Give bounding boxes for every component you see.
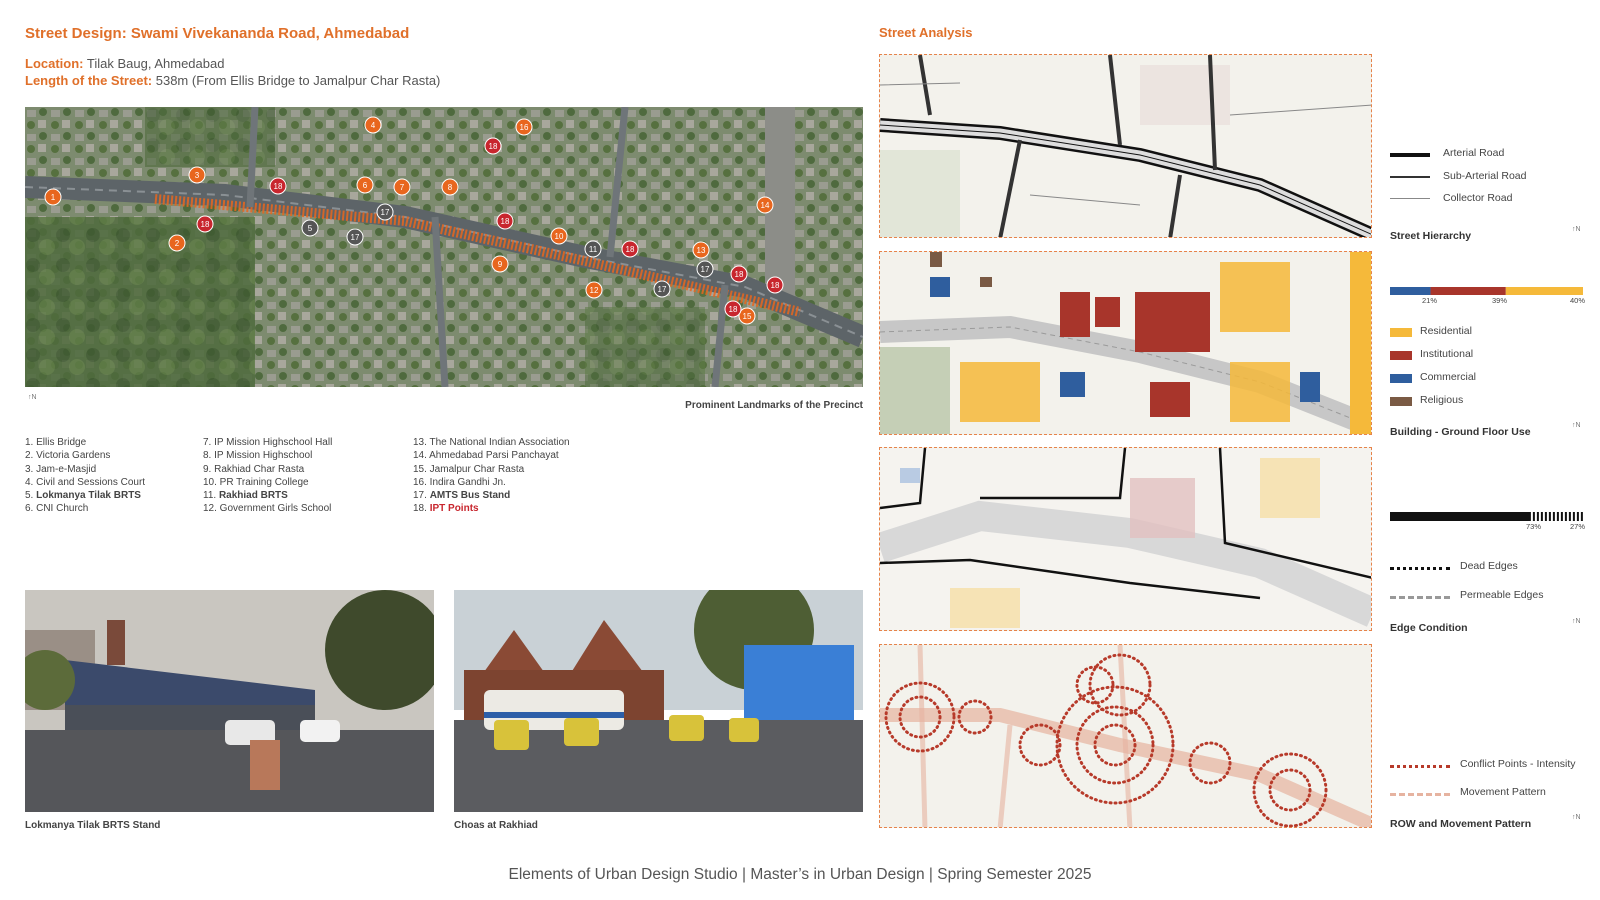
map-marker-landmark — [551, 228, 567, 244]
landmark-item: 8. IP Mission Highschool — [203, 450, 313, 462]
institutional-swatch — [1390, 351, 1412, 360]
map-marker-landmark — [169, 235, 185, 251]
landmark-brts: Lokmanya Tilak BRTS — [36, 490, 141, 502]
map-marker-bus — [347, 229, 363, 245]
map-marker-number: 14 — [760, 201, 770, 210]
religious-swatch — [1390, 397, 1412, 406]
map-marker-ipt — [270, 178, 286, 194]
map-marker-ipt — [622, 241, 638, 257]
map-marker-brts — [585, 241, 601, 257]
map-marker-bus — [654, 281, 670, 297]
photo-brts-stand — [25, 590, 434, 812]
map-marker-bus — [377, 204, 393, 220]
map-marker-landmark — [45, 189, 61, 205]
legend-commercial: Commercial — [1420, 371, 1477, 383]
legend-institutional: Institutional — [1420, 348, 1474, 360]
map-marker-number: 4 — [370, 121, 376, 130]
bar-commercial — [1390, 287, 1431, 295]
landmark-item: 10. PR Training College — [203, 476, 309, 488]
map-marker-number: 18 — [734, 270, 744, 279]
landmark-item: 1. Ellis Bridge — [25, 437, 87, 448]
sub-arterial-road-swatch — [1390, 176, 1430, 178]
legend-conflict-points: Conflict Points - Intensity — [1460, 758, 1576, 770]
landmark-item: 3. Jam-e-Masjid — [25, 463, 97, 475]
landmark-item — [413, 502, 570, 515]
photo-rakhiad-chaos — [454, 590, 863, 812]
photo-brts-svg — [25, 590, 434, 812]
map-marker-number: 2 — [174, 239, 180, 248]
map-marker-number: 5 — [307, 224, 313, 233]
north-arrow-icon: ↑N — [1572, 422, 1581, 429]
map-marker-number: 8 — [447, 183, 453, 192]
legend-sub-arterial: Sub-Arterial Road — [1443, 170, 1527, 182]
landmark-item: 15. Jamalpur Char Rasta — [413, 463, 525, 475]
landmark-item: 16. Indira Gandhi Jn. — [413, 476, 506, 488]
north-arrow-icon: ↑N — [1572, 226, 1581, 233]
footer-credit: Elements of Urban Design Studio | Master’s in Urban Design | Spring Semester 2025 — [508, 866, 1092, 883]
edge-condition-map — [879, 447, 1372, 631]
legend-religious: Religious — [1420, 394, 1464, 406]
pct-institutional: 39% — [1492, 296, 1508, 305]
map-marker-ipt — [197, 216, 213, 232]
pct-permeable-edges: 27% — [1570, 522, 1586, 531]
map-marker-number: 17 — [700, 265, 710, 274]
landmark-item: 9. Rakhiad Char Rasta — [203, 463, 305, 475]
map-marker-landmark — [516, 119, 532, 135]
map-marker-number: 13 — [696, 246, 706, 255]
landmark-item: 13. The National Indian Association — [413, 437, 570, 448]
map-marker-number: 17 — [657, 285, 667, 294]
arterial-road-swatch — [1390, 153, 1430, 157]
row-svg — [880, 645, 1372, 828]
location-value: Tilak Baug, Ahmedabad — [86, 56, 225, 71]
commercial-swatch — [1390, 374, 1412, 383]
landmark-item: 4. Civil and Sessions Court — [25, 476, 146, 488]
map-marker-number: 6 — [362, 181, 368, 190]
movement-pattern-swatch — [1390, 793, 1450, 796]
row-movement-map — [879, 644, 1372, 828]
legend-arterial: Arterial Road — [1443, 147, 1505, 159]
north-arrow-icon: ↑N — [1572, 618, 1581, 625]
edge-svg — [880, 448, 1372, 631]
legend-dead-edges: Dead Edges — [1460, 560, 1518, 572]
landmark-map-caption: Prominent Landmarks of the Precinct — [685, 400, 863, 411]
map-marker-number: 18 — [500, 217, 510, 226]
map-marker-ipt — [767, 277, 783, 293]
length-line — [25, 73, 440, 88]
ground-floor-bar — [1390, 282, 1583, 290]
map-marker-ipt — [725, 301, 741, 317]
landmark-ipt: IPT Points — [429, 503, 479, 515]
map-marker-number: 7 — [399, 183, 405, 192]
dead-edge-swatch — [1390, 567, 1450, 570]
map-marker-number: 11 — [588, 245, 598, 254]
map-marker-number: 18 — [728, 305, 738, 314]
ground-floor-heading: Building - Ground Floor Use — [1390, 426, 1531, 438]
landmark-num: 11. — [203, 490, 219, 502]
length-label: Length of the Street: — [25, 73, 153, 88]
map-marker-landmark — [492, 256, 508, 272]
map-marker-landmark — [365, 117, 381, 133]
page-title: Street Design: Swami Vivekananda Road, Ahmedabad — [25, 25, 410, 42]
residential-swatch — [1390, 328, 1412, 337]
map-marker-ipt — [497, 213, 513, 229]
map-marker-number: 10 — [554, 232, 564, 241]
landmark-item: 2. Victoria Gardens — [25, 450, 111, 462]
collector-road-swatch — [1390, 198, 1430, 199]
conflict-points-swatch — [1390, 765, 1450, 768]
map-marker-bus — [697, 261, 713, 277]
photo-caption-rakhiad: Choas at Rakhiad — [454, 820, 538, 831]
landmark-num: 18. — [413, 503, 430, 515]
bar-institutional — [1431, 287, 1506, 295]
map-marker-number: 12 — [589, 286, 599, 295]
map-marker-landmark — [442, 179, 458, 195]
map-marker-landmark — [693, 242, 709, 258]
landmark-item — [25, 489, 145, 502]
landmark-item: 14. Ahmedabad Parsi Panchayat — [413, 450, 559, 462]
map-marker-number: 17 — [350, 233, 360, 242]
ground-floor-bar-svg — [1390, 287, 1583, 295]
landmark-item: 12. Government Girls School — [203, 503, 332, 515]
map-marker-landmark — [739, 308, 755, 324]
landmark-bus: AMTS Bus Stand — [429, 490, 511, 502]
north-arrow-icon: ↑N — [1572, 814, 1581, 821]
landmark-num: 5. — [25, 490, 37, 502]
row-movement-heading: ROW and Movement Pattern — [1390, 818, 1532, 830]
map-marker-ipt — [731, 266, 747, 282]
map-marker-brts — [302, 220, 318, 236]
ground-floor-svg — [880, 252, 1372, 435]
map-marker-landmark — [189, 167, 205, 183]
street-hierarchy-map — [879, 54, 1372, 238]
north-arrow-icon: ↑N — [28, 394, 37, 401]
length-value: 538m (From Ellis Bridge to Jamalpur Char Rasta) — [155, 73, 441, 88]
bar-permeable-edges — [1533, 512, 1583, 521]
landmark-item — [413, 489, 570, 502]
pct-commercial: 21% — [1422, 296, 1438, 305]
bar-dead-edges — [1390, 512, 1531, 521]
location-line — [25, 56, 224, 71]
map-marker-landmark — [394, 179, 410, 195]
map-marker-number: 18 — [625, 245, 635, 254]
landmark-item: 6. CNI Church — [25, 503, 89, 515]
photo-caption-brts: Lokmanya Tilak BRTS Stand — [25, 820, 161, 831]
pct-dead-edges: 73% — [1526, 522, 1542, 531]
landmark-num: 17. — [413, 490, 430, 502]
map-marker-ipt — [485, 138, 501, 154]
map-marker-number: 18 — [488, 142, 498, 151]
edge-condition-bar-svg — [1390, 512, 1583, 521]
aerial-map-svg — [25, 107, 863, 387]
location-label: Location: — [25, 56, 84, 71]
ground-floor-use-map — [879, 251, 1372, 435]
edge-condition-bar — [1390, 508, 1583, 517]
legend-residential: Residential — [1420, 325, 1472, 337]
hierarchy-svg — [880, 55, 1372, 238]
landmark-item: 7. IP Mission Highschool Hall — [203, 437, 333, 448]
photo-rakhiad-svg — [454, 590, 863, 812]
map-marker-landmark — [586, 282, 602, 298]
legend-movement-pattern: Movement Pattern — [1460, 786, 1546, 798]
landmark-list-col1 — [25, 436, 145, 516]
map-marker-number: 18 — [273, 182, 283, 191]
map-marker-number: 18 — [200, 220, 210, 229]
legend-permeable-edges: Permeable Edges — [1460, 589, 1544, 601]
street-hierarchy-heading: Street Hierarchy — [1390, 230, 1472, 242]
map-marker-number: 3 — [194, 171, 200, 180]
landmark-list-col3 — [413, 436, 570, 516]
street-analysis-title: Street Analysis — [879, 25, 973, 40]
map-marker-number: 18 — [770, 281, 780, 290]
landmark-brts: Rakhiad BRTS — [218, 490, 288, 502]
map-marker-landmark — [757, 197, 773, 213]
bar-residential — [1506, 287, 1583, 295]
aerial-landmark-map — [25, 107, 863, 387]
map-marker-number: 9 — [497, 260, 503, 269]
map-marker-number: 17 — [380, 208, 390, 217]
map-marker-number: 16 — [519, 123, 529, 132]
map-marker-number: 15 — [742, 312, 752, 321]
landmark-list-col2 — [203, 436, 332, 516]
legend-collector: Collector Road — [1443, 192, 1513, 204]
edge-condition-heading: Edge Condition — [1390, 622, 1468, 634]
permeable-edge-swatch — [1390, 596, 1450, 599]
map-marker-landmark — [357, 177, 373, 193]
pct-residential: 40% — [1570, 296, 1586, 305]
map-marker-number: 1 — [50, 193, 56, 202]
landmark-item — [203, 489, 332, 502]
